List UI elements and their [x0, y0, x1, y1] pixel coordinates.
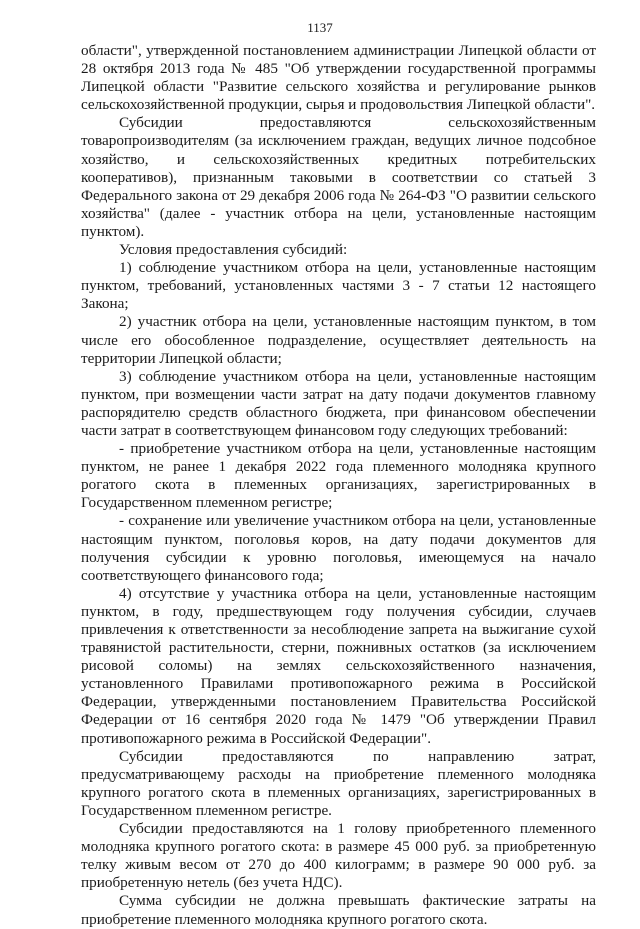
page-number: 1137	[307, 20, 333, 35]
list-item: - сохранение или увеличение участником отбора на цели, установленные настоящим пунктом, поголовья коров, на дату подачи документов для получения субсидии к уровню поголовья, имеющемуся на начало соответствующего финансового года;	[81, 512, 596, 584]
paragraph: Субсидии предоставляются на 1 голову приобретенного племенного молодняка крупного рогатого скота: в размере 45 000 руб. за приобретенную телку живым весом от 270 до 400 килограмм; в размере 90 000 руб. за приобретенную нетель (без учета НДС).	[81, 820, 596, 892]
list-item: 1) соблюдение участником отбора на цели, установленные настоящим пунктом, требований, установленных частями 3 - 7 статьи 12 настоящего Закона;	[81, 259, 596, 313]
paragraph: Условия предоставления субсидий:	[119, 241, 348, 259]
list-item: 3) соблюдение участником отбора на цели, установленные настоящим пунктом, при возмещении части затрат на дату подачи документов главному распорядителю средств областного бюджета, при финансовом обеспечении части затрат в соответствующем финансовом году следующих требований:	[81, 367, 596, 439]
paragraph: Субсидии предоставляются сельскохозяйственным товаропроизводителям (за исключением граждан, ведущих личное подсобное хозяйство, и сельскохозяйственных кредитных потребительских кооперативов), признанным таковыми в соответствии со статьей 3 Федерального закона от 29 декабря 2006 года № 264-ФЗ "О развитии сельского хозяйства" (далее - участник отбора на цели, установленные настоящим пунктом).	[81, 114, 596, 240]
list-item: 4) отсутствие у участника отбора на цели, установленные настоящим пунктом, в году, предшествующем году получения субсидии, случаев привлечения к ответственности за несоблюдение запрета на выжигание сухой травянистой растительности, стерни, пожнивных остатков (за исключением рисовой соломы) на землях сельскохозяйственного назначения, установленного Правилами противопожарного режима в Российской Федерации, утвержденными постановлением Правительства Российской Федерации от 16 сентября 2020 года № 1479 "Об утверждении Правил противопожарного режима в Российской Федерации".	[81, 584, 596, 747]
paragraph: Субсидии предоставляются по направлению затрат, предусматривающему расходы на приобретение племенного молодняка крупного рогатого скота в племенных организациях, зарегистрированных в Государственном племенном регистре.	[81, 747, 596, 819]
document-body	[81, 42, 596, 929]
list-item: 2) участник отбора на цели, установленные настоящим пунктом, в том числе его обособленное подразделение, осуществляет деятельность на территории Липецкой области;	[81, 313, 596, 367]
list-item: - приобретение участником отбора на цели, установленные настоящим пунктом, не ранее 1 декабря 2022 года племенного молодняка крупного рогатого скота в племенных организациях, зарегистрированных в Государственном племенном регистре;	[81, 440, 596, 512]
paragraph: Сумма субсидии не должна превышать фактические затраты на приобретение племенного молодняка крупного рогатого скота.	[81, 892, 596, 928]
paragraph: области", утвержденной постановлением администрации Липецкой области от 28 октября 2013 года № 485 "Об утверждении государственной программы Липецкой области "Развитие сельского хозяйства и регулирование рынков сельскохозяйственной продукции, сырья и продовольствия Липецкой области".	[81, 42, 596, 114]
